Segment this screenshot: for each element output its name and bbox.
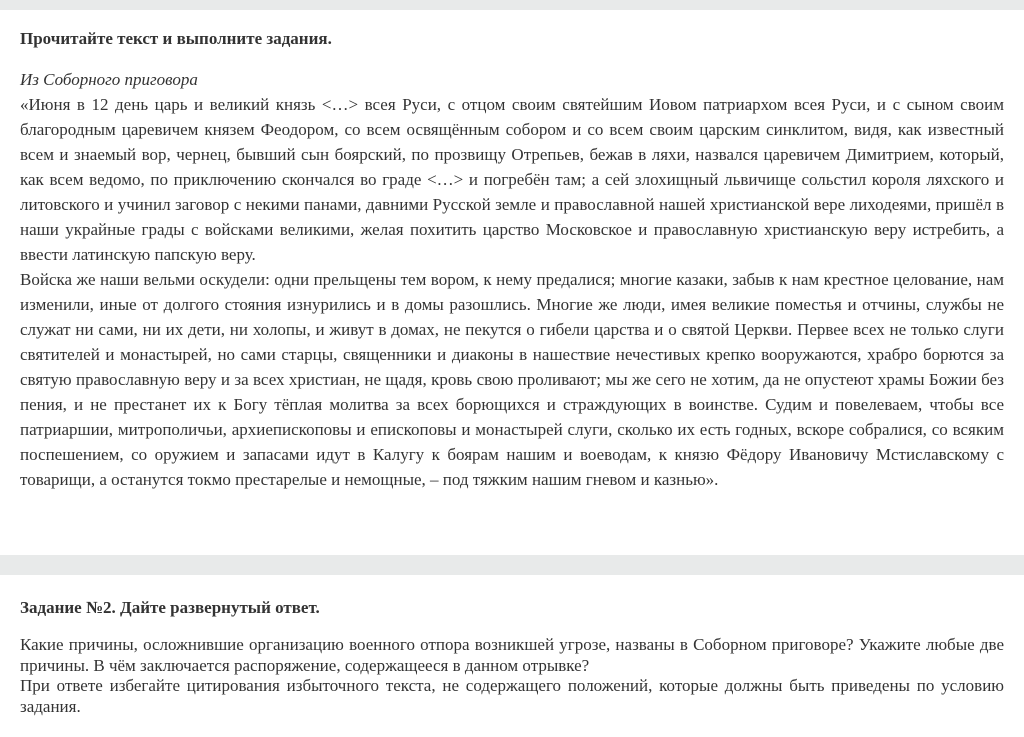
reading-instruction: Прочитайте текст и выполните задания. — [20, 29, 332, 48]
source-paragraph-2: Войска же наши вельми оскудели: одни прельщены тем вором, к нему предалися; многие казаки, забыв к нам крестное целование, нам изменили, иные от долгого стояния изнурились и в домы разошлись. Многие же люди, имея великие поместья и отчины, службы не служат ни сами, ни их дети, ни холопы, и живут в домах, не пекутся о гибели царства и о святой Церкви. Первее всех не только слуги святителей и монастырей, но сами старцы, священники и диаконы в нашествие нечестивых крепко вооружаются, храбро борются за святую православную веру и за всех христиан, не щадя, кровь свою проливают; мы же сего не хотим, да не опустеют храмы Божии без пения, и не престанет их к Богу тёплая молитва за всех борющихся и страждующих в воинстве. Судим и повелеваем, чтобы все патриаршии, митрополичьи, архиепископовы и епископовы и монастырей слуги, сколько их есть годных, вскоре собралися, со всяким поспешением, со оружием и запасами идут в Калугу к боярам нашим и воеводам, к князю Фёдору Ивановичу Мстиславскому с товарищи, а останутся токмо престарелые и немощные, – под тяжким нашим гневом и казнью». — [20, 270, 1004, 489]
task-question: Какие причины, осложнившие организацию военного отпора возникшей угрозе, названы в Соборном приговоре? Укажите любые две причины. В чём заключается распоряжение, содержащееся в данном отрывке? — [20, 635, 1004, 675]
source-paragraph-1: «Июня в 12 день царь и великий князь <…> всея Руси, с отцом своим святейшим Иовом патриархом всея Руси, и с сыном своим благородным царевичем князем Феодором, со всем освящённым собором и со всем своим царским синклитом, видя, как известный всем и знаемый вор, чернец, бывший сын боярский, по прозвищу Отрепьев, бежав в ляхи, назвался царевичем Димитрием, который, как всем ведомо, по приключению скончался во граде <…> и погребён там; а сей злохищный львичище сольстил короля ляхского и литовского и учинил заговор с некими панами, давними Русской земле и православной нашей христианской вере лиходеями, пришёл в наши украйные грады с войсками великими, желая похитить царство Московское и православную христианскую веру истребить, а ввести латинскую папскую веру. — [20, 95, 1004, 264]
card-separator — [0, 555, 1024, 575]
top-strip — [0, 0, 1024, 10]
source-title: Из Соборного приговора — [20, 70, 198, 89]
task-note: При ответе избегайте цитирования избыточного текста, не содержащего положений, которые должны быть приведены по условию задания. — [20, 676, 1004, 716]
task-heading: Задание №2. Дайте развернутый ответ. — [20, 598, 320, 617]
reading-card — [0, 10, 1024, 555]
task-card — [0, 575, 1024, 737]
